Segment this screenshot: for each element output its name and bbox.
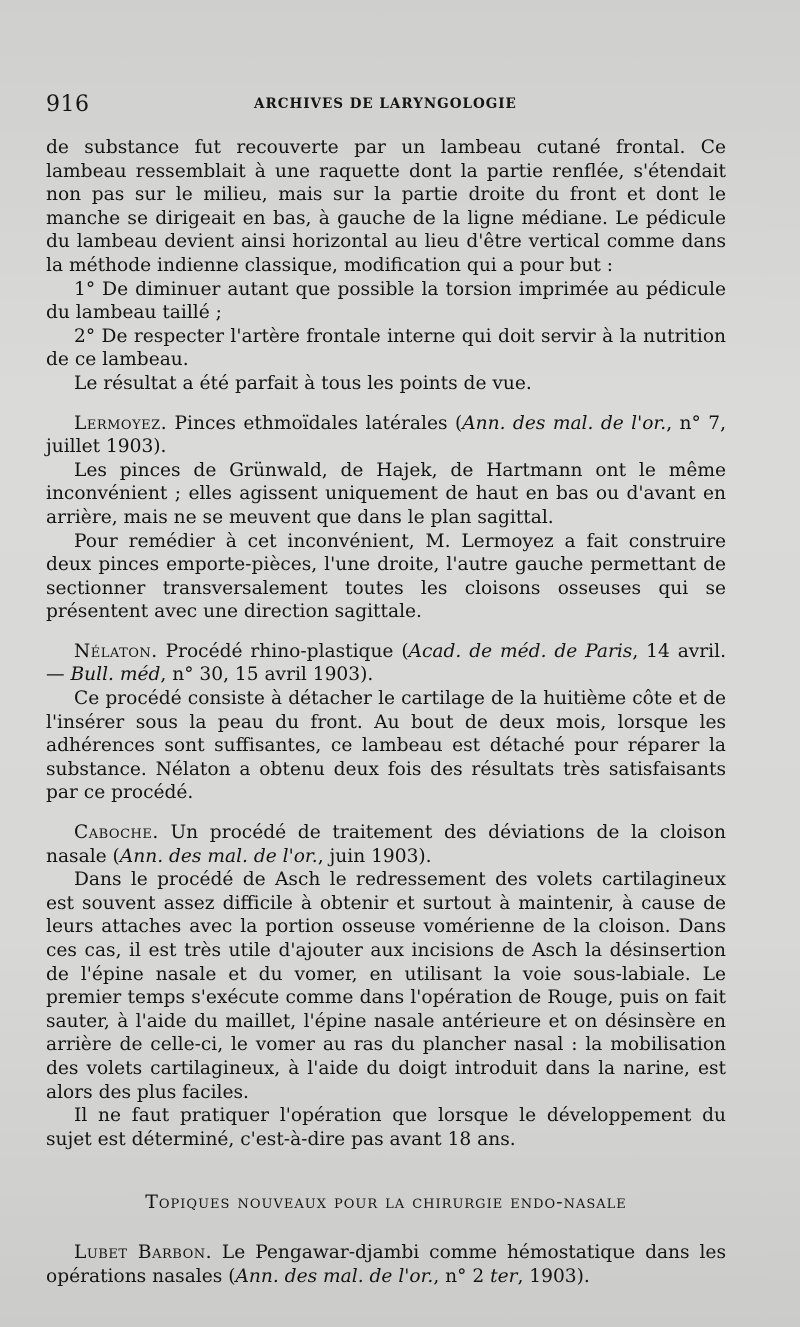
- paragraph-point-2: 2° De respecter l'artère frontale interne qui doit servir à la nutrition de ce lambeau.: [46, 325, 726, 371]
- entry-author: Caboche.: [74, 822, 159, 844]
- entry-source: Ann. des mal. de l'or.: [235, 1265, 434, 1287]
- page-number: 916: [46, 92, 90, 117]
- page-header: [46, 92, 726, 122]
- section-title: Topiques nouveaux pour la chirurgie endo-nasale: [145, 1191, 627, 1214]
- entry-source-details: , juin 1903).: [317, 845, 432, 867]
- entry-author: Nélaton.: [74, 640, 158, 662]
- page-body: [46, 136, 726, 1288]
- paragraph-lermoyez-1: Les pinces de Grünwald, de Hajek, de Hartmann ont le même inconvénient ; elles agissent uniquement de haut en bas ou d'avant en arrière, mais ne se meuvent que dans le plan sagittal.: [46, 459, 726, 528]
- entry-source-details: , n° 7, juillet 1903).: [46, 412, 727, 458]
- paragraph-caboche-2: Il ne faut pratiquer l'opération que lorsque le développement du sujet est déterminé, c'est-à-dire pas avant 18 ans.: [46, 1105, 726, 1150]
- paragraph-continued: de substance fut recouverte par un lambeau cutané frontal. Ce lambeau ressemblait à une raquette dont la partie renflée, s'étendait non pas sur le milieu, mais sur la partie droite du front et dont le manche se dirigeait en bas, à gauche de la ligne médiane. Le pédicule du lambeau devient ainsi horizontal au lieu d'être vertical comme dans la méthode indienne classique, modification qui a pour but :: [46, 137, 726, 276]
- entry-heading-lermoyez: [46, 412, 726, 459]
- entry-title: Pinces ethmoïdales latérales (: [167, 412, 463, 434]
- entry-source: Acad. de méd. de Paris: [408, 640, 633, 662]
- paragraph-lermoyez-2: Pour remédier à cet inconvénient, M. Lermoyez a fait construire deux pinces emporte-pièces, l'une droite, l'autre gauche permettant de sectionner transversalement toutes les cloisons osseuses qui se présentent avec une direction sagittale.: [46, 530, 726, 623]
- entry-source-details: , 1903).: [517, 1265, 590, 1287]
- entry-source: Ann. des mal. de l'or.: [462, 412, 667, 434]
- entry-title: Procédé rhino-plastique (: [157, 640, 409, 662]
- entry-source: Ann. des mal. de l'or.: [119, 845, 318, 867]
- entry-heading-caboche: [46, 821, 726, 868]
- entry-source-details: , n° 30, 15 avril 1903).: [160, 664, 374, 686]
- paragraph-caboche-1: Dans le procédé de Asch le redressement des volets cartilagineux est souvent assez difficile à obtenir et surtout à maintenir, à cause de leurs attaches avec la portion osseuse vomérienne de la cloison. Dans ces cas, il est très utile d'ajouter aux incisions de Asch la désinsertion de l'épine nasale et du vomer, en utilisant la voie sous-labiale. Le premier temps s'exécute comme dans l'opération de Rouge, puis on fait sauter, à l'aide du maillet, l'épine nasale antérieure et on désinsère en arrière de celle-ci, le vomer au ras du plancher nasal : la mobilisation des volets cartilagineux, à l'aide du doigt introduit dans la narine, est alors des plus faciles.: [46, 869, 726, 1103]
- entry-heading-lubet-barbon: [46, 1241, 726, 1288]
- paragraph-nelaton-1: Ce procédé consiste à détacher le cartilage de la huitième côte et de l'insérer sous la peau du front. Au bout de deux mois, lorsque les adhérences sont suffisantes, ce lambeau est détaché pour réparer la substance. Nélaton a obtenu deux fois des résultats très satisfaisants par ce procédé.: [46, 688, 726, 804]
- paragraph-point-1: 1° De diminuer autant que possible la torsion imprimée au pédicule du lambeau taillé ;: [46, 278, 726, 324]
- entry-source-ter: ter: [490, 1265, 518, 1287]
- entry-author: Lermoyez.: [74, 412, 168, 434]
- entry-source-number: , n° 2: [433, 1265, 491, 1287]
- paragraph-result: Le résultat a été parfait à tous les points de vue.: [74, 372, 532, 394]
- running-title: ARCHIVES DE LARYNGOLOGIE: [254, 96, 517, 112]
- entry-source-date: , 14 avril. —: [46, 640, 726, 686]
- entry-title: Le Pengawar-djambi comme hémostatique dans les opérations nasales (: [46, 1241, 726, 1287]
- entry-author: Lubet Barbon.: [74, 1241, 213, 1263]
- entry-source-2: Bull. méd: [70, 664, 161, 686]
- entry-title: Un procédé de traitement des déviations de la cloison nasale (: [46, 822, 726, 867]
- entry-heading-nelaton: [46, 640, 726, 687]
